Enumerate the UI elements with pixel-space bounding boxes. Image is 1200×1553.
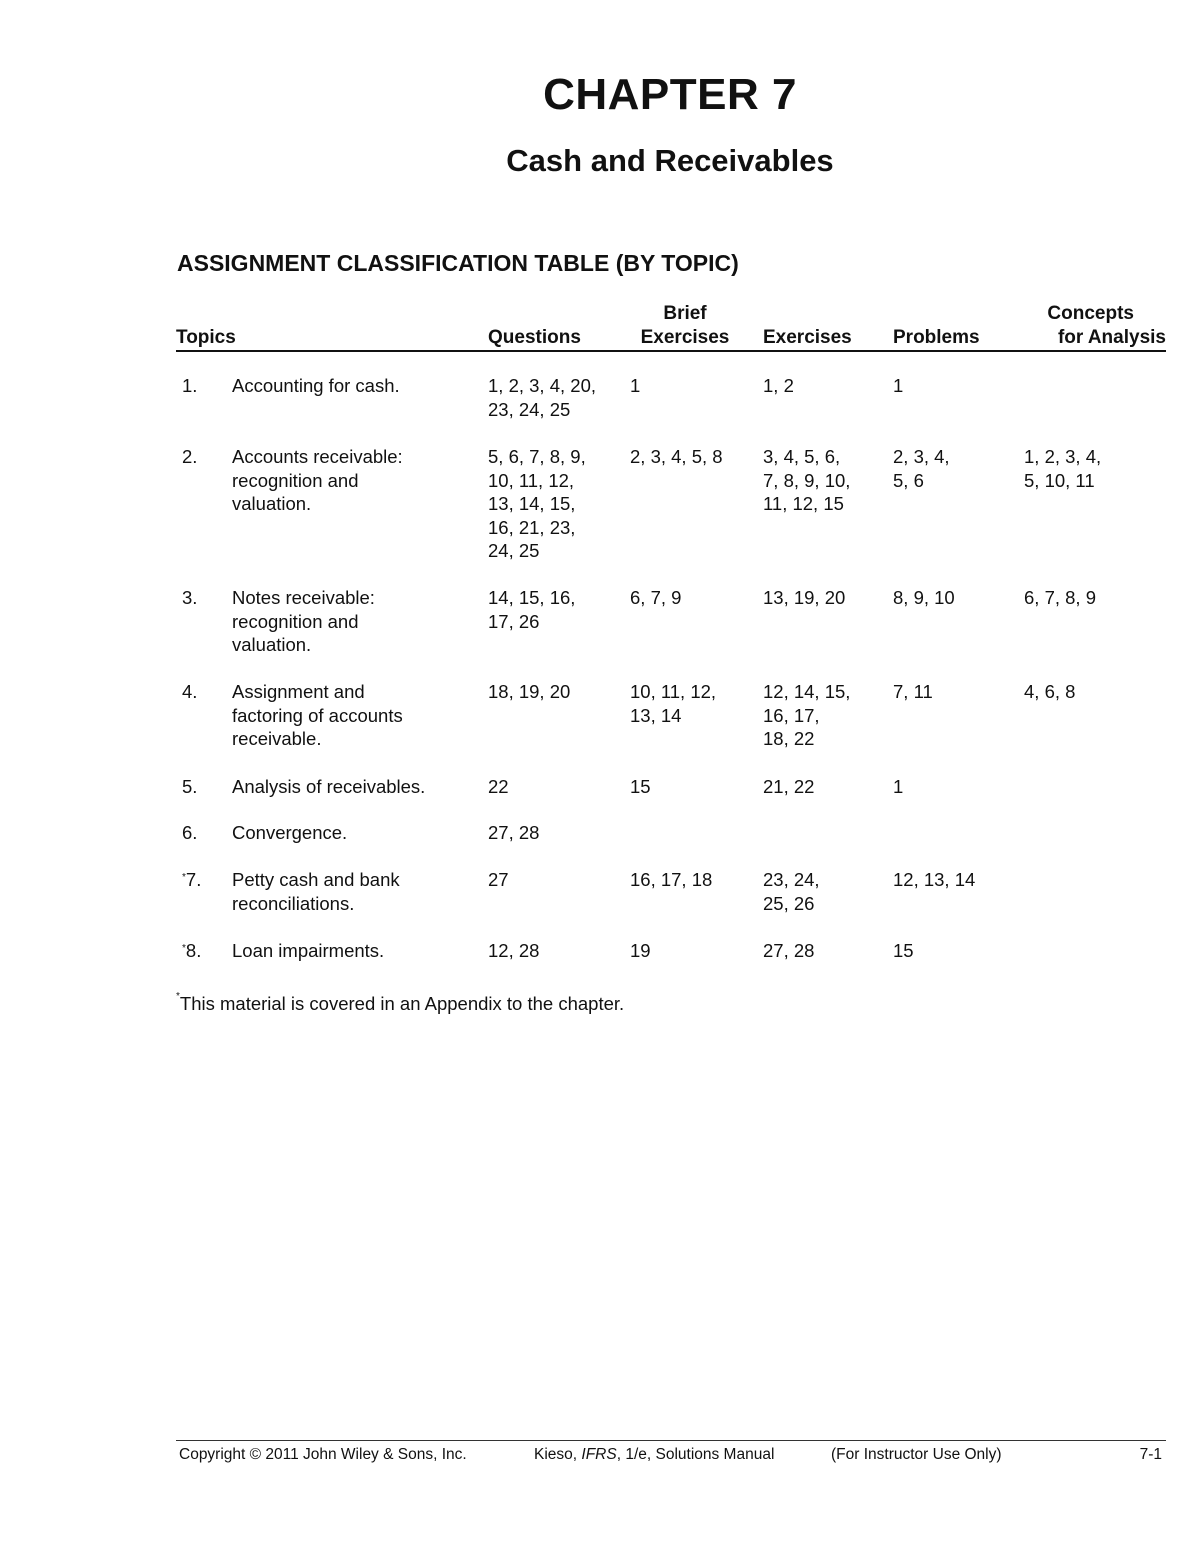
page-number: 7-1 xyxy=(1139,1446,1162,1463)
row-exercises: 21, 22 xyxy=(763,776,815,797)
row-concepts: 1, 2, 3, 4, 5, 10, 11 xyxy=(1024,446,1102,491)
row-number: 6. xyxy=(182,822,198,843)
row-topic: Petty cash and bank reconciliations. xyxy=(232,869,400,914)
row-problems: 1 xyxy=(893,776,904,797)
row-brief-exercises: 15 xyxy=(630,776,651,797)
footnote xyxy=(176,993,624,1015)
row-number: 4. xyxy=(182,681,198,702)
table-title: ASSIGNMENT CLASSIFICATION TABLE (BY TOPIC) xyxy=(177,250,739,276)
row-exercises: 12, 14, 15, 16, 17, 18, 22 xyxy=(763,681,851,749)
row-number: 5. xyxy=(182,776,198,797)
row-topic: Accounting for cash. xyxy=(232,375,400,396)
row-problems: 15 xyxy=(893,940,914,961)
row-exercises: 3, 4, 5, 6, 7, 8, 9, 10, 11, 12, 15 xyxy=(763,446,851,514)
header-exercises: Exercises xyxy=(763,327,852,348)
footer-author: Kieso, xyxy=(534,1446,578,1463)
table-header xyxy=(176,302,1166,352)
chapter-title: CHAPTER 7 xyxy=(543,70,797,119)
row-brief-exercises: 6, 7, 9 xyxy=(630,587,682,608)
row-exercises: 1, 2 xyxy=(763,375,794,396)
row-problems: 12, 13, 14 xyxy=(893,869,976,890)
row-topic: Loan impairments. xyxy=(232,940,385,961)
row-number: 1. xyxy=(182,375,198,396)
footer-book: IFRS xyxy=(581,1446,617,1463)
row-brief-exercises: 16, 17, 18 xyxy=(630,869,713,890)
row-exercises: 27, 28 xyxy=(763,940,815,961)
row-concepts: 6, 7, 8, 9 xyxy=(1024,587,1096,608)
appendix-mark: * xyxy=(182,872,186,883)
footer-use-only: (For Instructor Use Only) xyxy=(831,1446,1002,1463)
row-questions: 22 xyxy=(488,776,509,797)
row-brief-exercises: 1 xyxy=(630,375,641,396)
row-number: *7. xyxy=(182,869,202,890)
row-concepts: 4, 6, 8 xyxy=(1024,681,1076,702)
header-concepts-line2: for Analysis xyxy=(1057,327,1166,348)
row-questions: 1, 2, 3, 4, 20, 23, 24, 25 xyxy=(488,375,596,420)
row-topic: Accounts receivable: recognition and valuation. xyxy=(232,446,403,514)
row-problems: 7, 11 xyxy=(893,681,933,702)
header-brief-line2: Exercises xyxy=(640,327,730,348)
row-questions: 5, 6, 7, 8, 9, 10, 11, 12, 13, 14, 15, 16, 21, 23, 24, 25 xyxy=(488,446,586,561)
footer-edition: , 1/e, Solutions Manual xyxy=(616,1446,775,1463)
row-topic: Analysis of receivables. xyxy=(232,776,426,797)
row-problems: 8, 9, 10 xyxy=(893,587,955,608)
footer-copyright: Copyright © 2011 John Wiley & Sons, Inc. xyxy=(179,1446,467,1463)
footer-manual xyxy=(534,1446,774,1464)
row-number: 2. xyxy=(182,446,198,467)
row-problems: 1 xyxy=(893,375,904,396)
appendix-mark: * xyxy=(182,943,186,954)
chapter-subtitle: Cash and Receivables xyxy=(506,143,834,178)
row-topic: Convergence. xyxy=(232,822,348,843)
row-topic: Assignment and factoring of accounts receivable. xyxy=(232,681,403,749)
row-questions: 27, 28 xyxy=(488,822,540,843)
row-brief-exercises: 2, 3, 4, 5, 8 xyxy=(630,446,723,467)
header-concepts-line1: Concepts xyxy=(1047,303,1134,324)
footnote-text: This material is covered in an Appendix to the chapter. xyxy=(179,993,625,1014)
row-exercises: 13, 19, 20 xyxy=(763,587,846,608)
footnote-mark: * xyxy=(176,991,180,1002)
header-questions: Questions xyxy=(488,327,581,348)
row-number: *8. xyxy=(182,940,202,961)
header-brief-line1: Brief xyxy=(663,303,707,324)
row-brief-exercises: 19 xyxy=(630,940,651,961)
row-exercises: 23, 24, 25, 26 xyxy=(763,869,820,914)
row-questions: 14, 15, 16, 17, 26 xyxy=(488,587,576,632)
row-questions: 27 xyxy=(488,869,509,890)
row-topic: Notes receivable: recognition and valuation. xyxy=(232,587,375,655)
header-problems: Problems xyxy=(893,327,980,348)
row-brief-exercises: 10, 11, 12, 13, 14 xyxy=(630,681,717,726)
row-questions: 18, 19, 20 xyxy=(488,681,571,702)
row-questions: 12, 28 xyxy=(488,940,540,961)
header-topics: Topics xyxy=(176,327,236,348)
page-footer xyxy=(176,1440,1166,1471)
row-number: 3. xyxy=(182,587,198,608)
row-problems: 2, 3, 4, 5, 6 xyxy=(893,446,950,491)
